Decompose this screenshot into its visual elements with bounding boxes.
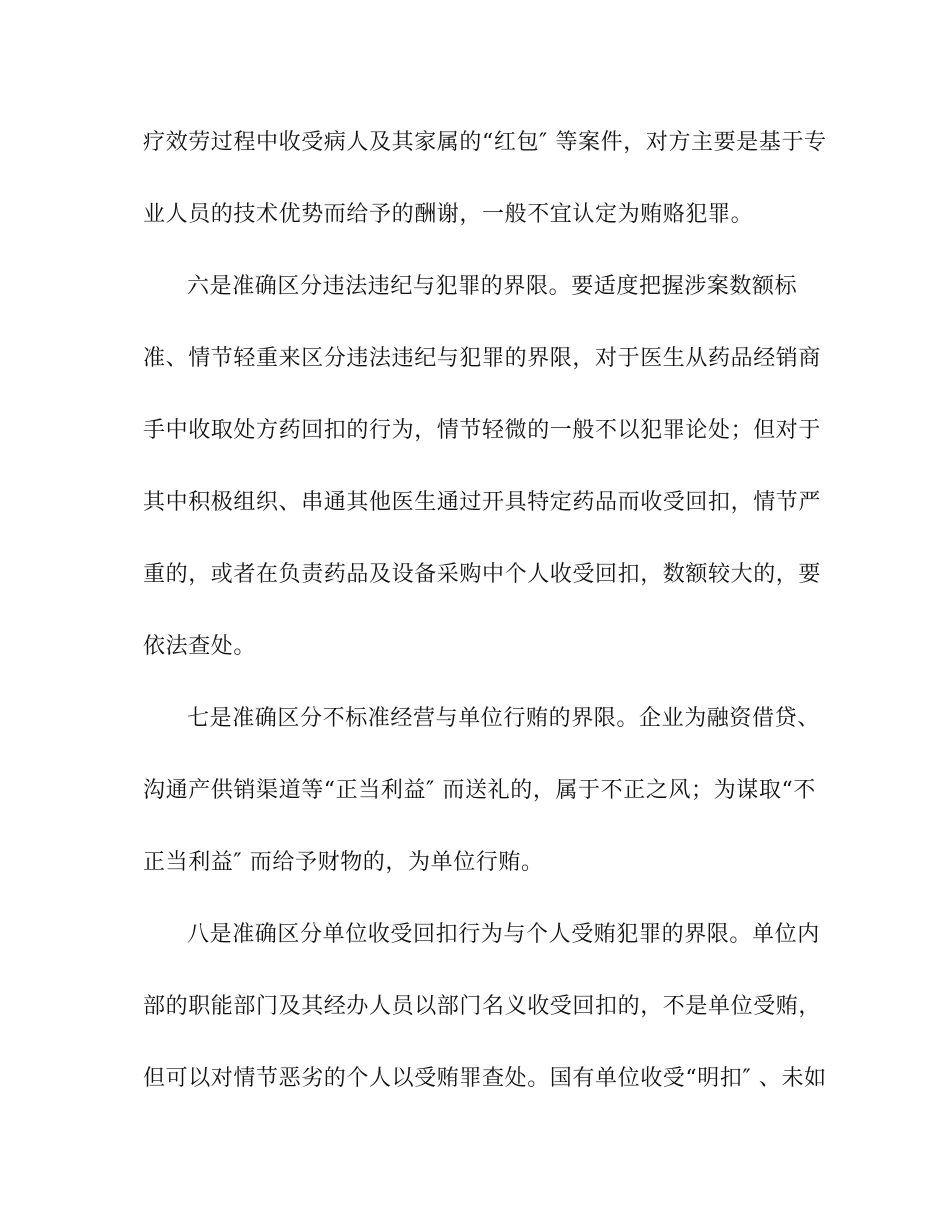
text-line: 重的，或者在负责药品及设备采购中个人收受回扣，数额较大的，要 (143, 562, 822, 587)
text-line: 手中收取处方药回扣的行为，情节轻微的一般不以犯罪论处；但对于 (143, 418, 822, 443)
text-line: 准、情节轻重来区分违法违纪与犯罪的界限，对于医生从药品经销商 (143, 346, 822, 371)
paragraph-start-line: 八是准确区分单位收受回扣行为与个人受贿犯罪的界限。单位内 (187, 922, 820, 947)
text-line: 业人员的技术优势而给予的酬谢，一般不宜认定为贿赂犯罪。 (143, 202, 754, 227)
paragraph-start-line: 七是准确区分不标准经营与单位行贿的界限。企业为融资借贷、 (187, 706, 820, 731)
text-line: 但可以对情节恶劣的个人以受贿罪查处。国有单位收受“明扣″ 、未如 (143, 1066, 827, 1091)
text-line: 沟通产供销渠道等“正当利益″ 而送礼的，属于不正之风；为谋取“不 (143, 778, 816, 803)
text-line: 正当利益″ 而给予财物的，为单位行贿。 (143, 850, 544, 875)
text-line: 部的职能部门及其经办人员以部门名义收受回扣的，不是单位受贿， (143, 994, 822, 1019)
paragraph-start-line: 六是准确区分违法违纪与犯罪的界限。要适度把握涉案数额标 (187, 274, 798, 299)
text-line: 依法查处。 (143, 634, 257, 659)
text-line: 疗效劳过程中收受病人及其家属的“红包″ 等案件，对方主要是基于专 (143, 130, 827, 155)
text-line: 其中积极组织、串通其他医生通过开具特定药品而收受回扣，情节严 (143, 490, 822, 515)
